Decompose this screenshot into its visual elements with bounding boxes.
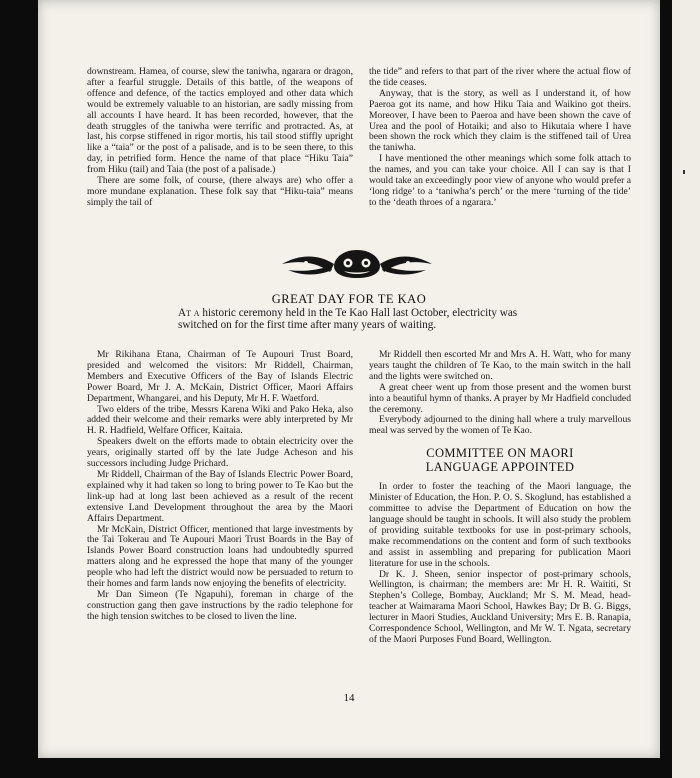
headline-line: LANGUAGE APPOINTED: [425, 460, 575, 475]
article-lede: [178, 307, 533, 332]
story-continuation-left: [87, 67, 353, 209]
paragraph: Mr Riddell then escorted Mr and Mrs A. H. Watt, who for many years taught the children of Te Kao, to the main switch in the hall and the lights were switched on.: [369, 349, 631, 382]
paragraph: Everybody adjourned to the dining hall where a truly marvellous meal was served by the women of Te Kao.: [369, 414, 631, 437]
lede-text: historic ceremony held in the Te Kao Hall last October, electricity was switched on for the first time after many years of waiting.: [178, 307, 518, 332]
maori-kowhaiwhai-ornament-icon: [278, 246, 436, 282]
article-column-right: [369, 350, 631, 646]
paragraph: Two elders of the tribe, Messrs Karena Wiki and Pako Heka, also added their welcome and their remarks were ably interpreted by Mr H. R. Hadfield, Welfare Officer, Kaitaia.: [87, 403, 353, 437]
paragraph: I have mentioned the other meanings which some folk attach to the names, and you can take your choice. All I can say is that I would take an exceedingly poor view of anyone who would prefer a ‘long ridge’ to a ‘taniwha’s perch’ or the mere ‘turning of the tide’ to the ‘death throes of a ngarara.’: [369, 153, 631, 208]
paragraph: Anyway, that is the story, as well as I understand it, of how Paeroa got its name, and how Hiku Taia and Waikino got theirs. Moreover, I have been to Paeroa and have been shown the cave of Urea and the pool of Hotaiki; and also to Hikutaia where I have been shown the rock which they claim is the stiffened tail of Urea the taniwha.: [369, 87, 631, 154]
committee-headline: [369, 446, 631, 474]
paragraph: In order to foster the teaching of the Maori language, the Minister of Education, the Hon. P. O. S. Skoglund, has established a committee to advise the Department of Education on how the language should be taught in schools. It will also study the problem of providing suitable textbooks for use in post-primary schools, make recommendations on the content and form of such textbooks and assist in assembling and preparing for publication Maori literature for use in the schools.: [369, 481, 631, 569]
paragraph: Mr Rikihana Etana, Chairman of Te Aupouri Trust Board, presided and welcomed the visitors: Mr Riddell, Chairman, Members and Executive Officers of the Bay of Islands Electric Power Board, Mr J. A. McKain, District Officer, Maori Affairs Department, Whangarei, and his Deputy, Mr H. F. Waetford.: [87, 349, 353, 404]
paragraph: Speakers dwelt on the efforts made to obtain electricity over the years, originally started off by the late Judge Acheson and his successors including Judge Prichard.: [87, 436, 353, 470]
paragraph: downstream. Hamea, of course, slew the taniwha, ngarara or dragon, after a fearful struggle. Details of this battle, of the weapons of offence and defence, of the tactics employed and other data which would be extremely valuable to an historian, are sadly missing from all accounts I have heard. It has been recorded, however, that the death struggles of the taniwha were terrific and protracted. As, at last, his corpse stiffened in rigor mortis, his tail stood stiffly upright like a “taia” or the post of a palisade, and is to be seen there, to this day, in petrified form. Hence the name of that place “Hiku Taia” from Hiku (tail) and Taia (the post of a palisade.): [87, 66, 353, 176]
article-headline: GREAT DAY FOR TE KAO: [271, 292, 427, 306]
story-continuation-right: [369, 67, 631, 209]
paragraph: Dr K. J. Sheen, senior inspector of post-primary schools, Wellington, is chairman; the members are: Mr H. R. Waititi, St Stephen’s College, Bombay, Auckland; Mr S. M. Mead, head-teacher at Waimarama Maori School, Hawkes Bay; Dr B. G. Biggs, lecturer in Maori Studies, Auckland University; Mrs E. B. Ranapia, Correspondence School, Wellington, and Mr W. T. Ngata, secretary of the Maori Purposes Fund Board, Wellington.: [369, 568, 631, 645]
paragraph: There are some folk, of course, (there always are) who offer a more mundane explanation. These folk say that “Hiku-taia” means simply the tail of: [87, 175, 353, 208]
paragraph: A great cheer went up from those present and the women burst into a beautiful hymn of thanks. A prayer by Mr Hadfield concluded the ceremony.: [369, 381, 631, 415]
paragraph: Mr Dan Simeon (Te Ngapuhi), foreman in charge of the construction gang then gave instructions by the radio telephone for the high tension switches to be closed to liven the line.: [87, 588, 353, 622]
article-column-left: [87, 350, 353, 623]
paragraph: Mr McKain, District Officer, mentioned that large investments by the Tai Tokerau and Te Aupouri Maori Trust Boards in the Bay of Islands Power Board construction loans had undoubtedly spurred matters along and he expressed the hope that many of the younger people who had left the district would now be persuaded to return to their homes and farm lands now enjoying the benefits of electricity.: [87, 523, 353, 590]
page-number: 14: [343, 692, 355, 704]
paragraph: the tide” and refers to that part of the river where the actual flow of the tide ceases.: [369, 66, 631, 88]
magazine-page: [38, 0, 660, 758]
adjacent-page-edge: [672, 0, 700, 778]
headline-line: COMMITTEE ON MAORI: [426, 446, 574, 461]
paragraph: Mr Riddell, Chairman of the Bay of Islands Electric Power Board, explained why it had taken so long to bring power to Te Kao but the link-up had at long last been achieved as a result of the recent extensive Land Development throughout the area by the Maori Affairs Department.: [87, 468, 353, 524]
lede-lead-in: At a: [178, 307, 200, 319]
